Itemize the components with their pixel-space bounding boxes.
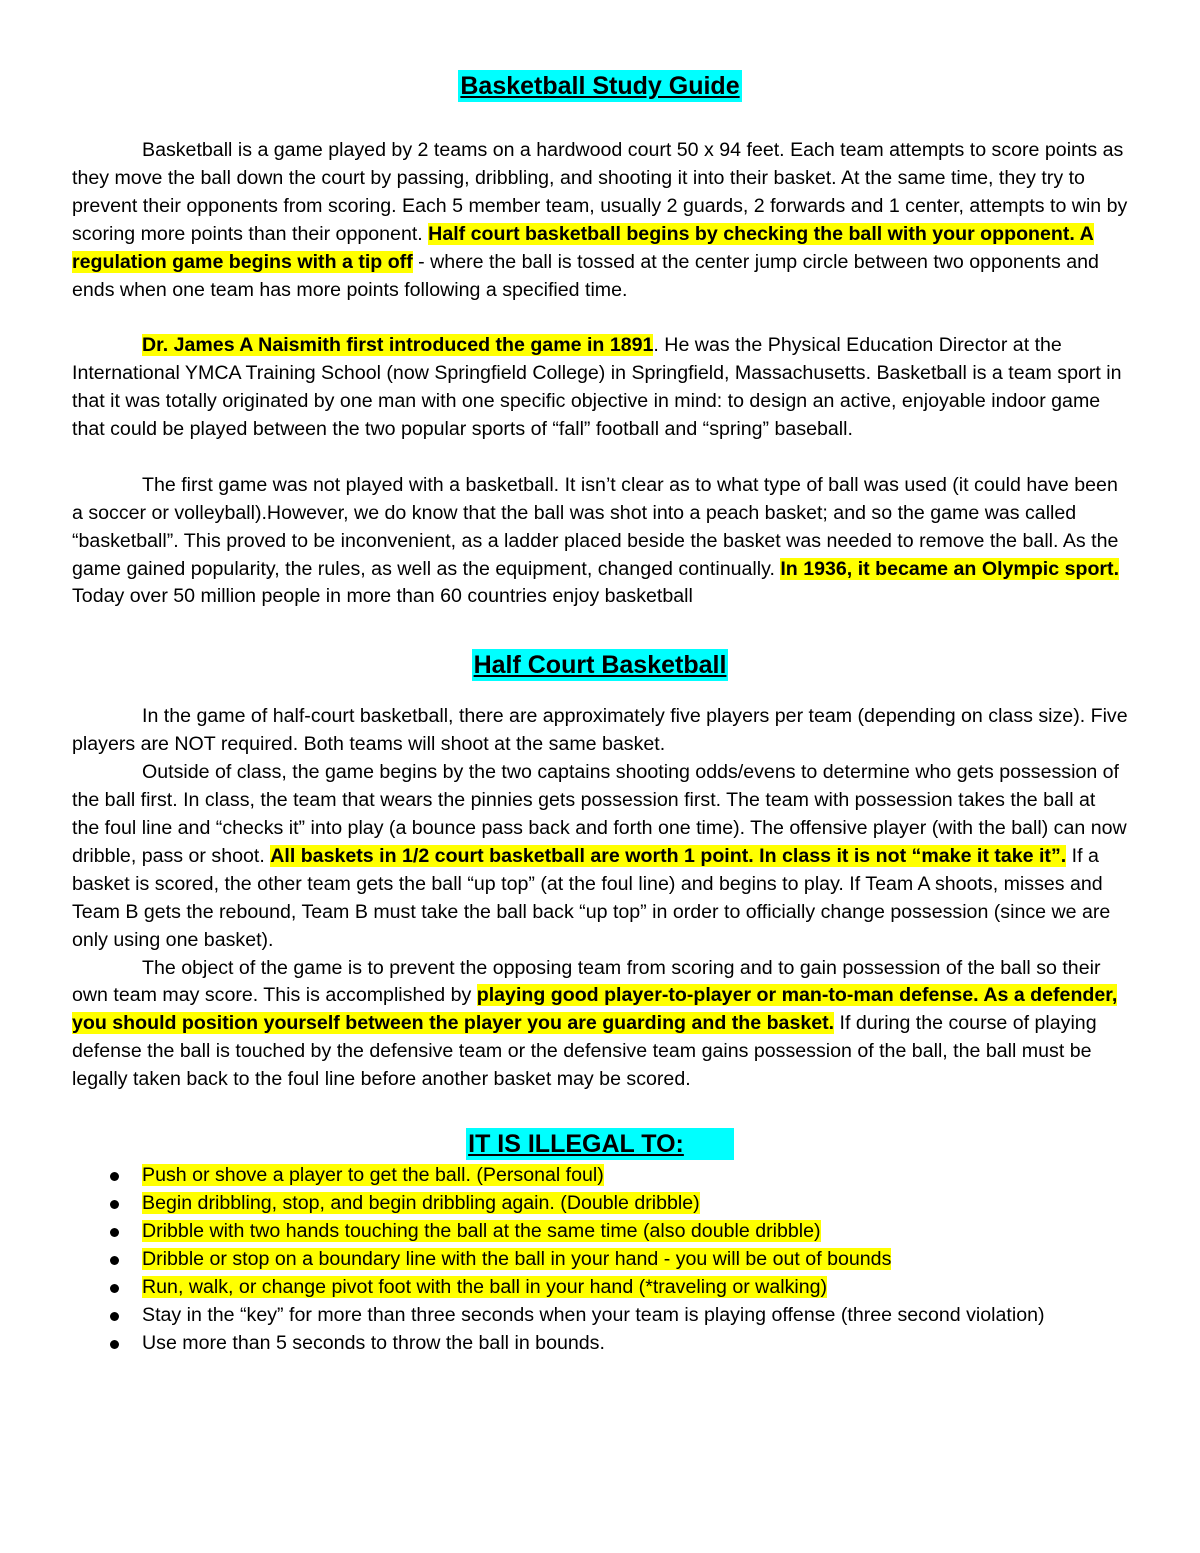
illegal-list [72, 1162, 1128, 1357]
possession-paragraph [72, 759, 1128, 954]
list-item [72, 1218, 1128, 1246]
list-item-text: Dribble or stop on a boundary line with the ball in your hand - you will be out of bounds [142, 1247, 892, 1270]
section3-title-wrap [72, 1128, 1128, 1160]
list-item-text: Begin dribbling, stop, and begin dribbling again. (Double dribble) [142, 1191, 700, 1214]
list-item [72, 1330, 1128, 1358]
bullet-icon [110, 1284, 119, 1293]
section2-title-wrap [72, 649, 1128, 681]
bullet-icon [110, 1200, 119, 1209]
defense-text: The object of the game is to prevent the opposing team from scoring and to gain possession of the ball so their own team may score. This is accomplished by [72, 956, 1101, 1007]
intro-text: Basketball is a game played by 2 teams on a hardwood court 50 x 94 feet. Each team attempts to score points as they move the ball down the court by passing, dribbling, and shooting it into their basket. At the same time, they try to prevent their opponents from scoring. Each 5 member team, usually 2 guards, 2 forwards and 1 center, attempts to win by scoring more points than their opponent. [72, 139, 1128, 245]
intro-paragraph [72, 137, 1128, 304]
history-paragraph [72, 332, 1128, 444]
half-court-intro-paragraph: In the game of half-court basketball, there are approximately five players per team (depending on class size). Five players are NOT required. Both teams will shoot at the same basket. [72, 705, 1128, 756]
list-item [72, 1162, 1128, 1190]
list-item [72, 1274, 1128, 1302]
bullet-icon [110, 1228, 119, 1237]
section-title-illegal: IT IS ILLEGAL TO: [466, 1128, 734, 1160]
scoring-highlight: All baskets in 1/2 court basketball are worth 1 point. In class it is not “make it take it”. [270, 844, 1067, 867]
intro-highlight: Half court basketball begins by checking the ball with your opponent. A regulation game begins with a tip off [72, 222, 1094, 273]
possession-text-end: If a basket is scored, the other team gets the ball “up top” (at the foul line) and begins to play. If Team A shoots, misses and Team B gets the rebound, Team B must take the ball back “up top” in order to officially change possession (since we are only using one basket). [72, 844, 1111, 951]
bullet-icon [110, 1256, 119, 1265]
bullet-icon [110, 1172, 119, 1181]
list-item [72, 1246, 1128, 1274]
bullet-icon [110, 1340, 119, 1349]
list-item [72, 1190, 1128, 1218]
page-title: Basketball Study Guide [460, 72, 740, 100]
list-item-text: Run, walk, or change pivot foot with the ball in your hand (*traveling or walking) [142, 1275, 828, 1298]
first-game-text: The first game was not played with a basketball. It isn’t clear as to what type of ball was used (it could have been a soccer or volleyball).However, we do know that the ball was shot into a peach basket; and so the game was called “basketball”. This proved to be inconvenient, as a ladder placed beside the basket was needed to remove the ball. As the game gained popularity, the rules, as well as the equipment, changed continually. [72, 473, 1119, 580]
defense-highlight: playing good player-to-player or man-to-man defense. As a defender, you should position yourself between the player you are guarding and the basket. [72, 984, 1118, 1035]
olympic-highlight: In 1936, it became an Olympic sport. [780, 557, 1120, 580]
list-item-text: Dribble with two hands touching the ball at the same time (also double dribble) [142, 1219, 821, 1242]
bullet-icon [110, 1312, 119, 1321]
list-item-text: Push or shove a player to get the ball. (Personal foul) [142, 1164, 604, 1187]
first-game-paragraph [72, 472, 1128, 612]
list-item [72, 1302, 1128, 1330]
defense-paragraph [72, 955, 1128, 1095]
list-item-text: Stay in the “key” for more than three seconds when your team is playing offense (three second violation) [142, 1303, 1045, 1326]
intro-text-end: - where the ball is tossed at the center jump circle between two opponents and ends when one team has more points following a specified time. [72, 250, 1099, 301]
history-text: . He was the Physical Education Director at the International YMCA Training School (now Springfield College) in Springfield, Massachusetts. Basketball is a team sport in that it was totally originated by one man with one specific objective in mind: to design an active, enjoyable indoor game that could be played between the two popular sports of “fall” football and “spring” baseball. [72, 334, 1122, 441]
possession-text: Outside of class, the game begins by the two captains shooting odds/evens to determine who gets possession of the ball first. In class, the team that wears the pinnies gets possession first. The team with possession takes the ball at the foul line and “checks it” into play (a bounce pass back and forth one time). The offensive player (with the ball) can now dribble, pass or shoot. [72, 761, 1127, 867]
first-game-text-end: Today over 50 million people in more than 60 countries enjoy basketball [72, 585, 693, 608]
section-title-half-court: Half Court Basketball [473, 651, 727, 680]
list-item-text: Use more than 5 seconds to throw the ball in bounds. [142, 1331, 605, 1354]
history-highlight: Dr. James A Naismith first introduced the game in 1891 [142, 334, 654, 357]
title-wrap [72, 70, 1128, 102]
defense-text-end: If during the course of playing defense the ball is touched by the defensive team or the defensive team gains possession of the ball, the ball must be legally taken back to the foul line before another basket may be scored. [72, 1012, 1097, 1091]
